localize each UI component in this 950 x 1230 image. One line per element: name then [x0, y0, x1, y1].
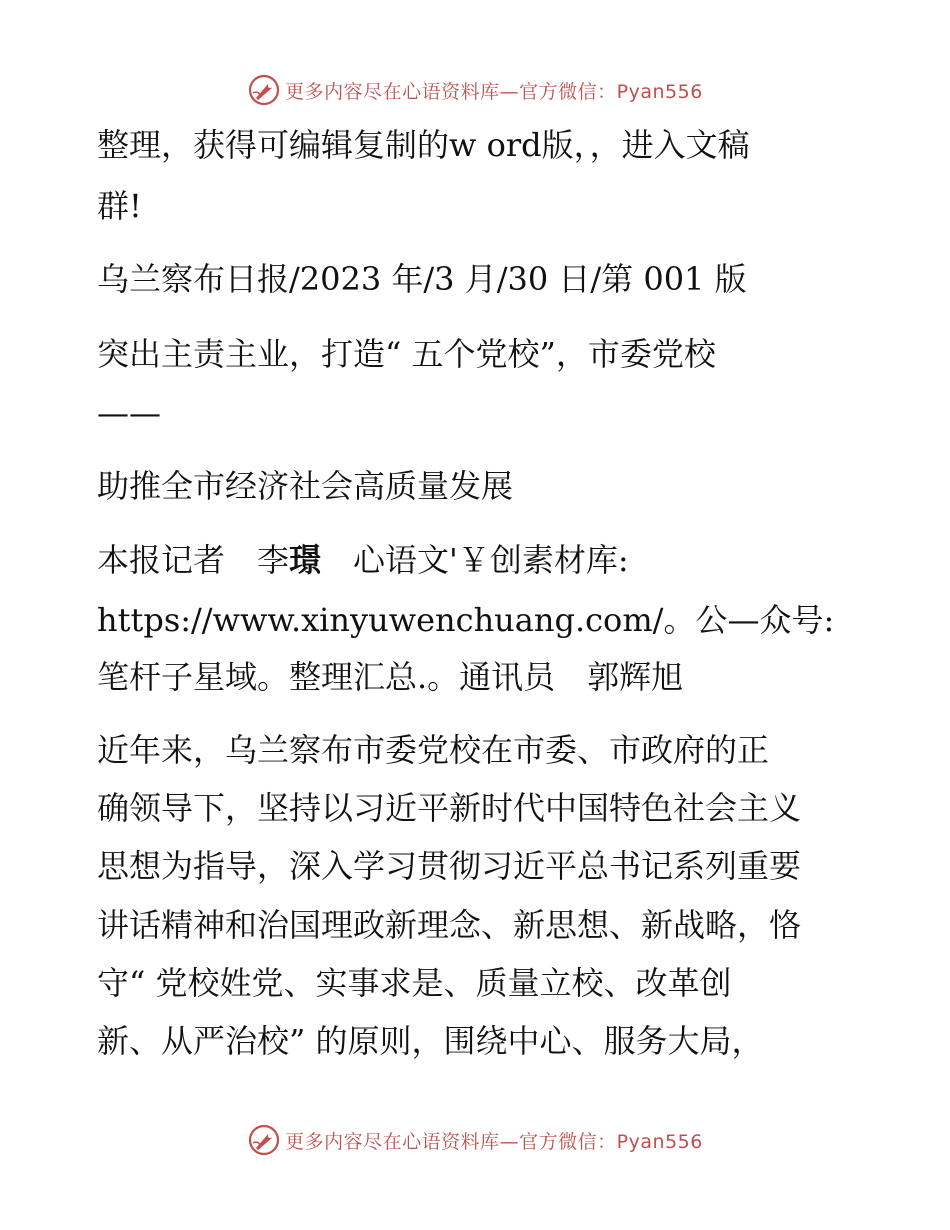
paragraph-line: 思想为指导，深入学习贯彻习近平总书记系列重要 — [97, 847, 802, 885]
watermark-text: 更多内容尽在心语资料库—官方微信：Pyan556 — [285, 1130, 703, 1153]
body-line: 笔杆子星域。整理汇总.。通讯员 郭辉旭 — [97, 658, 684, 696]
dateline: 乌兰察布日报/2023 年/3 月/30 日/第 001 版 — [97, 260, 747, 298]
paragraph-line: 守“ 党校姓党、实事求是、质量立校、改革创 — [97, 964, 732, 1002]
paragraph-line: 新、从严治校” 的原则，围绕中心、服务大局， — [97, 1022, 764, 1060]
byline-suffix: 心语文'￥创素材库: — [321, 541, 629, 579]
body-line: 群! — [97, 187, 142, 225]
byline-prefix: 本报记者 李 — [97, 541, 290, 579]
headline-line-1: 突出主责主业，打造“ 五个党校”，市委党校 — [97, 335, 716, 373]
body-line: 整理，获得可编辑复制的w ord版，，进入文稿 — [97, 126, 750, 164]
headline-dash: —— — [97, 394, 161, 432]
pen-nib-logo-icon — [247, 1123, 281, 1157]
paragraph-line: 讲话精神和治国理政新理念、新思想、新战略，恪 — [97, 906, 802, 944]
watermark-text: 更多内容尽在心语资料库—官方微信：Pyan556 — [285, 80, 703, 103]
header-watermark-banner — [0, 70, 950, 110]
pen-nib-logo-icon — [247, 73, 281, 107]
body-line: https://www.xinyuwenchuang.com/。公—众号: — [97, 601, 835, 639]
headline-line-2: 助推全市经济社会高质量发展 — [97, 467, 514, 505]
paragraph-line: 近年来，乌兰察布市委党校在市委、市政府的正 — [97, 731, 770, 769]
byline — [97, 540, 629, 580]
paragraph-line: 确领导下，坚持以习近平新时代中国特色社会主义 — [97, 789, 802, 827]
byline-bold-char: 璟 — [289, 541, 322, 579]
footer-watermark-banner — [0, 1120, 950, 1160]
